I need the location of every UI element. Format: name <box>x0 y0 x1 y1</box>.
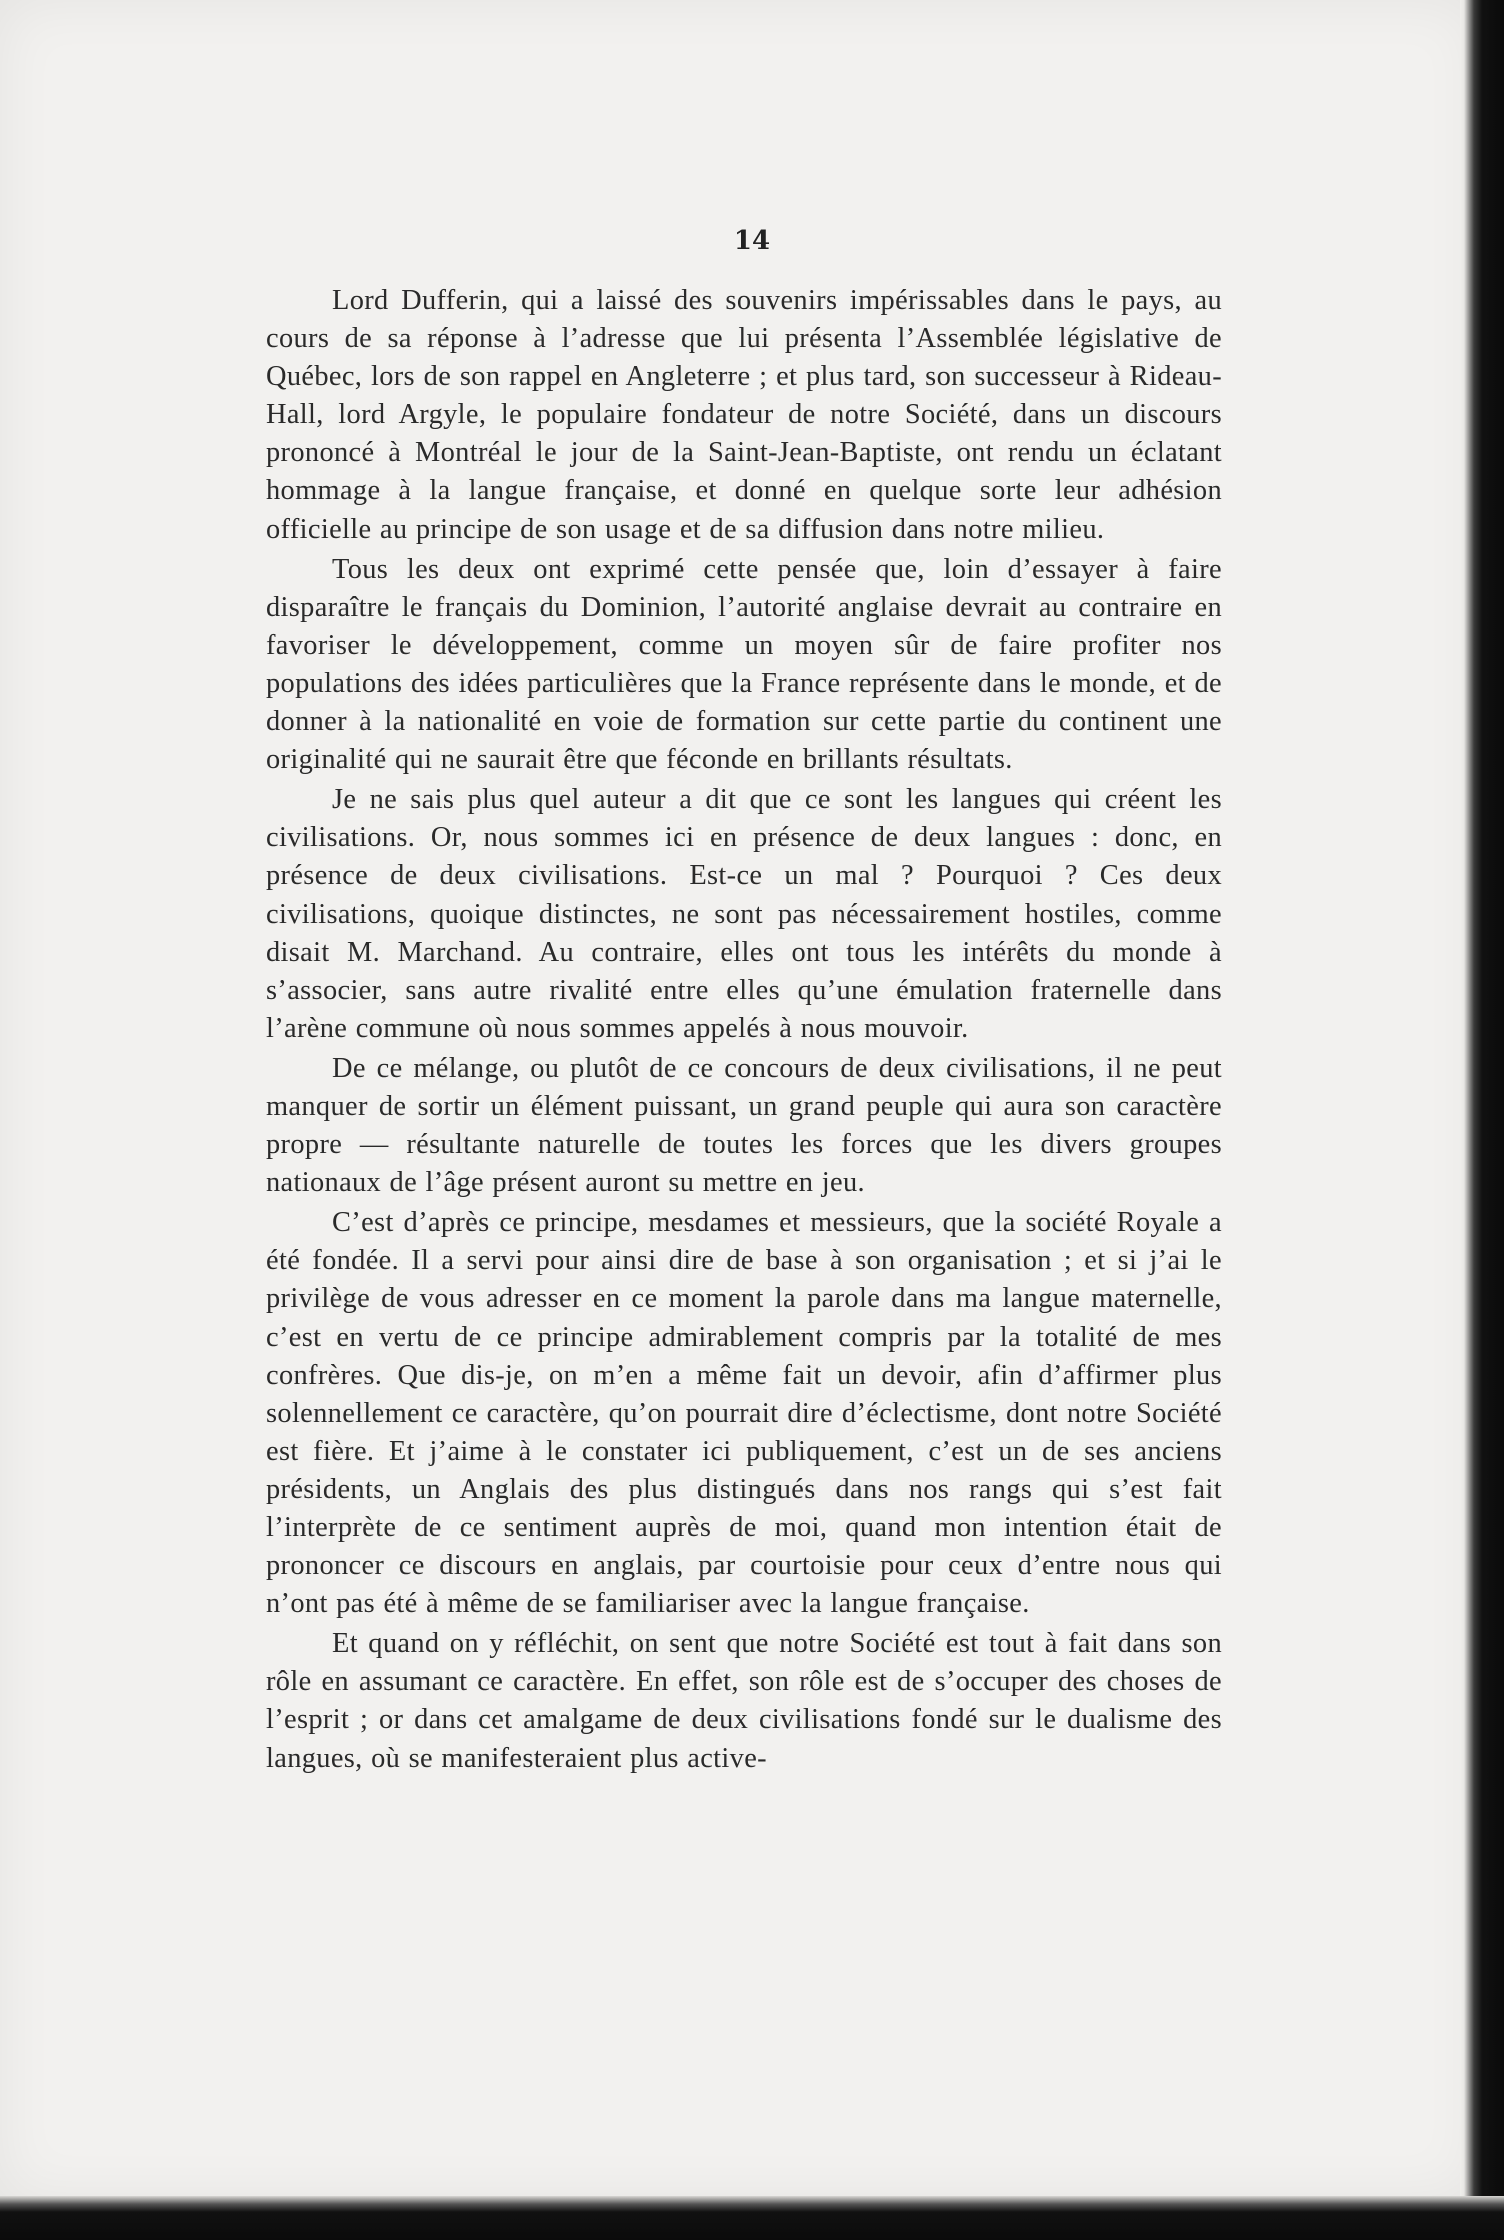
paragraph-3: Je ne sais plus quel auteur a dit que ce sont les langues qui créent les civilisations. Or, nous sommes ici en présence de deux langues : donc, en présence de deux civilisations. Est-ce un mal ? Pourquoi ? Ces deux civilisations, quoique distinctes, ne sont pas nécessairement hostiles, comme disait M. Marchand. Au contraire, elles ont tous les intérêts du monde à s’associer, sans autre rivalité entre elles qu’une émulation fraternelle dans l’arène commune où nous sommes appelés à nous mouvoir. <box>266 784 1222 1044</box>
paragraph-1: Lord Dufferin, qui a laissé des souvenirs impérissables dans le pays, au cours de sa réponse à l’adresse que lui présenta l’Assemblée législative de Québec, lors de son rappel en Angleterre ; et plus tard, son successeur à Rideau-Hall, lord Argyle, le populaire fondateur de notre Société, dans un discours prononcé à Montréal le jour de la Saint-Jean-Baptiste, ont rendu un éclatant hommage à la langue française, et donné en quelque sorte leur adhésion officielle au principe de son usage et de sa diffusion dans notre milieu. <box>266 285 1222 545</box>
paragraph-6: Et quand on y réfléchit, on sent que notre Société est tout à fait dans son rôle en assumant ce caractère. En effet, son rôle est de s’occuper des choses de l’esprit ; or dans cet amalgame de deux civilisations fondé sur le dualisme des langues, où se manifesteraient plus active- <box>266 1628 1222 1774</box>
paragraph-5: C’est d’après ce principe, mesdames et messieurs, que la société Royale a été fondée. Il a servi pour ainsi dire de base à son organisation ; et si j’ai le privilège de vous adresser en ce moment la parole dans ma langue maternelle, c’est en vertu de ce principe admirablement compris par la totalité de mes confrères. Que dis-je, on m’en a même fait un devoir, afin d’affirmer plus solennellement ce caractère, qu’on pourrait dire d’éclectisme, dont notre Société est fière. Et j’aime à le constater ici publiquement, c’est un de ses anciens présidents, un Anglais des plus distingués dans nos rangs qui s’est fait l’interprète de ce sentiment auprès de moi, quand mon intention était de prononcer ce discours en anglais, par courtoisie pour ceux d’entre nous qui n’ont pas été à même de se familiariser avec la langue française. <box>266 1207 1222 1620</box>
page-number: 14 <box>733 226 771 256</box>
paragraph-4: De ce mélange, ou plutôt de ce concours de deux civilisations, il ne peut manquer de sortir un élément puissant, un grand peuple qui aura son caractère propre — résultante naturelle de toutes les forces que les divers groupes nationaux de l’âge présent auront su mettre en jeu. <box>266 1052 1222 1199</box>
paragraph-2: Tous les deux ont exprimé cette pensée que, loin d’essayer à faire disparaître le français du Dominion, l’autorité anglaise devrait au contraire en favoriser le développement, comme un moyen sûr de faire profiter nos populations des idées particulières que la France représente dans le monde, et de donner à la nationalité en voie de formation sur cette partie du continent une originalité qui ne saurait être que féconde en brillants résultats. <box>266 553 1222 776</box>
body-text <box>266 282 1222 1780</box>
scan-bottom-border <box>0 2196 1504 2240</box>
scan-right-border <box>1460 0 1504 2240</box>
